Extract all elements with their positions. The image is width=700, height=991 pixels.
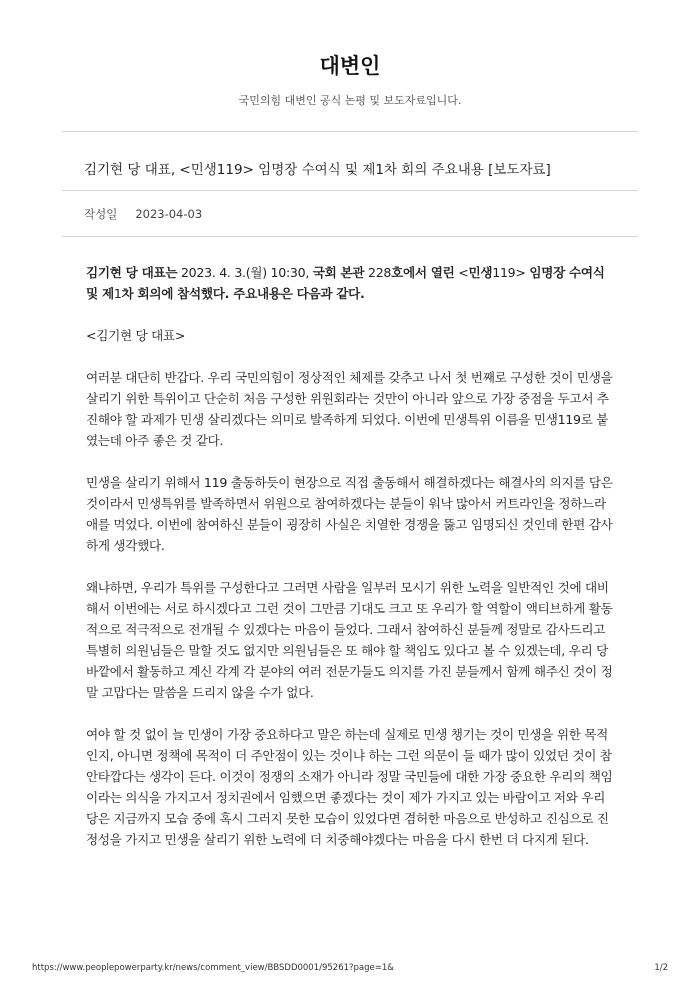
- speaker-heading: <김기현 당 대표>: [86, 328, 186, 343]
- article-title: 김기현 당 대표, <민생119> 임명장 수여식 및 제1차 회의 주요내용 [보도자료]: [84, 162, 551, 178]
- date-label: 작성일: [84, 207, 118, 221]
- article-meta: [84, 206, 202, 222]
- body-paragraph: 여야 할 것 없이 늘 민생이 가장 중요하다고 말은 하는데 실제로 민생 챙기는 것이 민생을 위한 목적인지, 아니면 정책에 목적이 더 주안점이 있는 것이냐 하는 그런 의문이 들 때가 많이 있었던 것이 참 안타깝다는 생각이 든다. 이것이 정쟁의 소재가 아니라 정말 국민들에 대한 가장 중요한 우리의 책임이라는 의식을 가지고서 정치권에서 임했으면 좋겠다는 것이 제가 가지고 있는 바람이고 저와 우리 당은 지금까지 모습 중에 혹시 그러지 못한 모습이 있었다면 겸허한 마음으로 반성하고 진심으로 진정성을 가지고 민생을 살리기 위한 노력에 더 치중해야겠다는 마음을 다시 한번 더 다지게 된다.: [86, 727, 613, 847]
- divider: [62, 190, 638, 191]
- lead-text: 119>: [492, 265, 530, 280]
- lead-bold: 국회 본관: [312, 265, 365, 280]
- site-subtitle: 국민의힘 대변인 공식 논평 및 보도자료입니다.: [238, 94, 462, 107]
- lead-bold: 임명장 수여식 및 제: [86, 265, 605, 301]
- body-paragraph: 왜냐하면, 우리가 특위를 구성한다고 그러면 사람을 일부러 모시기 위한 노력을 일반적인 것에 대비해서 이번에는 서로 하시겠다고 그런 것이 그만큼 기대도 크고 또 우리가 할 역할이 액티브하게 활동적으로 적극적으로 전개될 수 있겠다는 마음이 들었다. 그래서 참여하신 분들께 정말로 감사드리고 특별히 의원님들은 말할 것도 없지만 의원님들은 또 해야 할 책임도 있다고 볼 수 있겠는데, 우리 당 바깥에서 활동하고 계신 각계 각 분야의 여러 전문가들도 의지를 가진 분들께서 함께 해주신 것이 정말 고맙다는 말씀을 드리지 않을 수가 없다.: [86, 580, 613, 700]
- lead-text: <: [454, 265, 469, 280]
- lead-bold: 호에서 열린: [391, 265, 455, 280]
- lead-text: 2023. 4. 3.(월) 10:30,: [177, 265, 313, 280]
- site-title: 대변인: [319, 54, 381, 78]
- lead-bold: 민생: [468, 265, 493, 280]
- divider: [62, 131, 638, 132]
- article-date: 2023-04-03: [135, 207, 203, 221]
- divider: [62, 236, 638, 237]
- body-paragraph: 민생을 살리기 위해서 119 출동하듯이 현장으로 직접 출동해서 해결하겠다는 해결사의 의지를 담은 것이라서 민생특위를 발족하면서 위원으로 참여하겠다는 분들이 워낙 많아서 커트라인을 정하느라 애를 먹었다. 이번에 참여하신 분들이 굉장히 사실은 치열한 경쟁을 뚫고 임명되신 것인데 한편 감사하게 생각했다.: [86, 475, 613, 553]
- body-paragraph: 여러분 대단히 반갑다. 우리 국민의힘이 정상적인 체제를 갖추고 나서 첫 번째로 구성한 것이 민생을 살리기 위한 특위이고 단순히 처음 구성한 위원회라는 것만이 아니라 앞으로 가장 중점을 두고서 추진해야 할 과제가 민생 살리겠다는 의미로 발족하게 되었다. 이번에 민생특위 이름을 민생119로 붙였는데 아주 좋은 것 같다.: [86, 370, 613, 448]
- footer-url: https://www.peoplepowerparty.kr/news/comment_view/BBSDD0001/95261?page=1&: [32, 963, 394, 973]
- lead-bold: 차 회의에 참석했다. 주요내용은 다음과 같다.: [121, 286, 365, 301]
- lead-bold: 김기현 당 대표는: [86, 265, 178, 280]
- lead-text: 228: [364, 265, 392, 280]
- lead-text: 1: [113, 286, 122, 301]
- article-body: [86, 262, 616, 871]
- lead-paragraph: [86, 262, 616, 304]
- page-number: 1/2: [654, 963, 668, 973]
